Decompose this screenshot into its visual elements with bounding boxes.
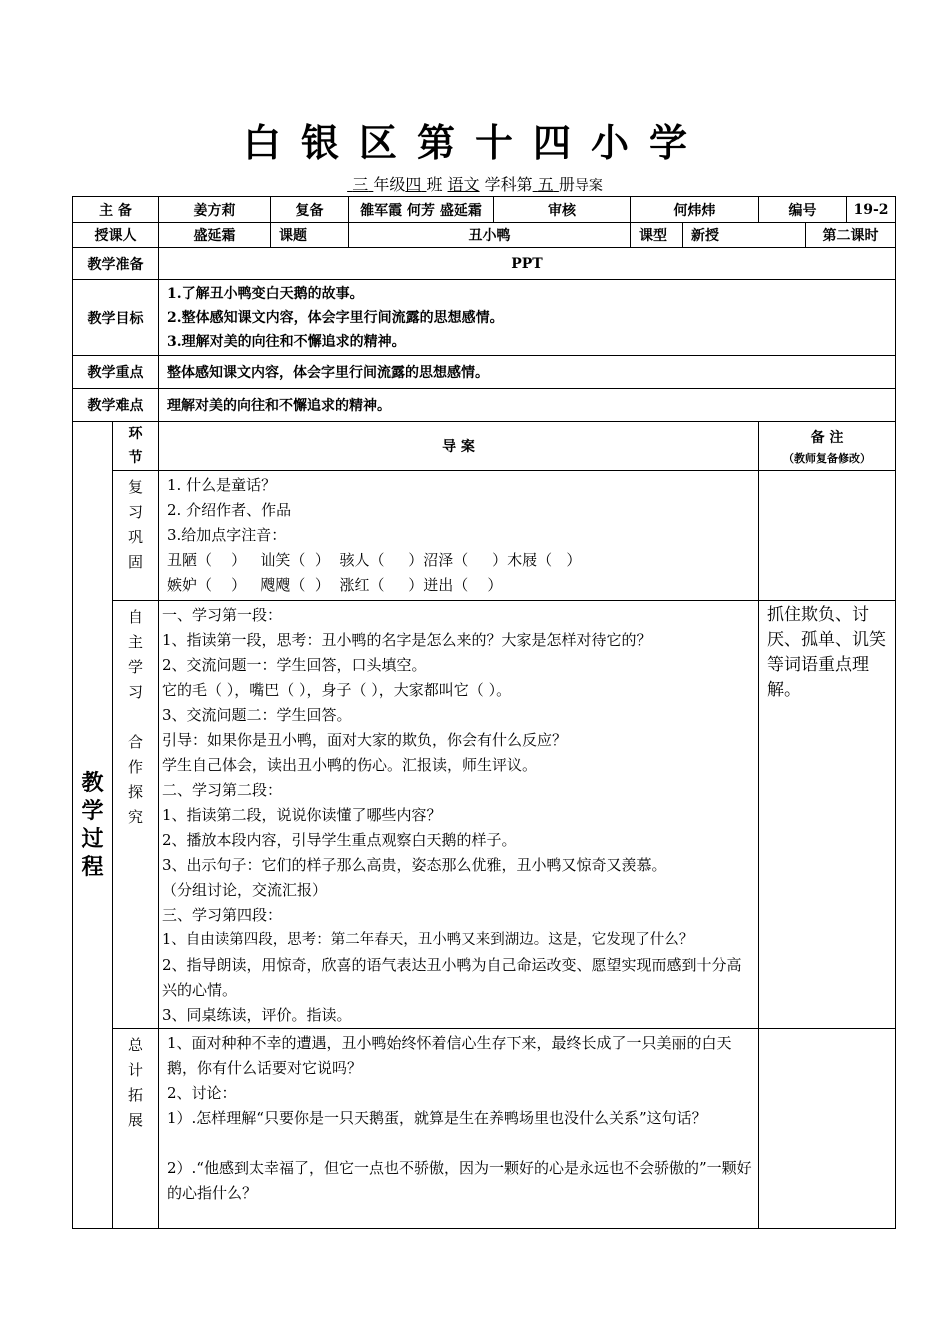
goal-item: 2.整体感知课文内容，体会字里行间流露的思想感情。 — [167, 309, 504, 326]
class-suffix: 班 — [426, 175, 443, 194]
school-title: 白银区第十四小学 — [242, 120, 707, 165]
volume-value: 五 — [537, 175, 554, 194]
process-label-char: 过 — [81, 826, 104, 852]
content-line: 一、学习第一段： — [162, 606, 283, 624]
summary-note — [759, 1029, 896, 1229]
content-line: 3.给加点字注音： — [167, 526, 287, 544]
goals-list — [159, 280, 896, 356]
content-line: （分组讨论，交流汇报） — [162, 881, 328, 899]
subject-value: 语文 — [447, 175, 480, 194]
review-note — [759, 471, 896, 601]
content-line: 2、讨论： — [167, 1084, 237, 1102]
content-line: 学生自己体会，读出丑小鸭的伤心。汇报读，师生评议。 — [162, 756, 538, 774]
content-line: 三、学习第四段： — [162, 906, 283, 924]
review-content — [159, 471, 759, 601]
period-value: 第二课时 — [806, 223, 896, 248]
process-label-char: 程 — [81, 854, 104, 880]
content-line: 嫉妒（ ） 飕飕（ ） 涨红（ ）迸出（ ） — [167, 576, 503, 594]
grade-suffix: 年级 — [373, 175, 406, 194]
content-line: 3、出示句子：它们的样子那么高贵，姿态那么优雅，丑小鸭又惊奇又羡慕。 — [162, 856, 667, 874]
process-label-char: 教 — [81, 770, 104, 796]
process-label-char: 学 — [81, 798, 104, 824]
prep-label: 教学准备 — [73, 248, 159, 280]
explore-note: 抓住欺负、讨厌、孤单、讥笑等词语重点理解。 — [759, 601, 896, 1029]
goal-item: 1.了解丑小鸭变白天鹅的故事。 — [167, 285, 364, 302]
content-line: 丑陋（ ） 讪笑（ ） 骇人（ ）沼泽（ ）木屐（ ） — [167, 551, 582, 569]
key-point-value: 整体感知课文内容，体会字里行间流露的思想感情。 — [159, 356, 896, 389]
grade-value: 三 — [352, 175, 369, 194]
content-line: 1、指读第二段，说说你读懂了哪些内容？ — [162, 806, 442, 824]
content-line — [167, 1131, 752, 1156]
content-line: 1、面对种种不幸的遭遇，丑小鸭始终怀着信心生存下来，最终长成了一只美丽的白天鹅，你有什么话要对它说吗？ — [167, 1034, 732, 1077]
content-line: 引导：如果你是丑小鸭，面对大家的欺负，你会有什么反应？ — [162, 731, 568, 749]
topic-value: 丑小鸭 — [349, 223, 631, 248]
topic-label: 课题 — [271, 223, 349, 248]
audit-label: 审核 — [494, 197, 631, 223]
guide-column-header: 导 案 — [159, 422, 759, 471]
code-label: 编号 — [759, 197, 847, 223]
stage-explore: 自 主 学 习 合 作 探 究 — [113, 601, 159, 1029]
prep-value: PPT — [159, 248, 896, 280]
process-label — [73, 422, 113, 1229]
stage-summary: 总 计 拓 展 — [113, 1029, 159, 1229]
reviewers-value: 雒军霞 何芳 盛延霜 — [349, 197, 494, 223]
content-line: 2、播放本段内容，引导学生重点观察白天鹅的样子。 — [162, 831, 517, 849]
doc-type: 导案 — [574, 178, 603, 194]
content-line: 2、交流问题一：学生回答，口头填空。 — [162, 656, 427, 674]
teacher-label: 授课人 — [73, 223, 159, 248]
content-line: 2）.“他感到太幸福了，但它一点也不骄傲，因为一颗好的心是永远也不会骄傲的”一颗好的心指什么？ — [167, 1159, 752, 1202]
difficulty-label: 教学难点 — [73, 389, 159, 422]
code-value: 19-2 — [847, 197, 896, 223]
subtitle — [0, 172, 950, 195]
content-line: 1）.怎样理解“只要你是一只天鹅蛋，就算是生在养鸭场里也没什么关系”这句话？ — [167, 1109, 707, 1127]
difficulty-value: 理解对美的向往和不懈追求的精神。 — [159, 389, 896, 422]
teacher-value: 盛延霜 — [159, 223, 271, 248]
stage-column-header: 环 节 — [113, 422, 159, 471]
volume-suffix: 册 — [558, 175, 575, 194]
goal-item: 3.理解对美的向往和不懈追求的精神。 — [167, 333, 406, 350]
content-line: 2. 介绍作者、作品 — [167, 501, 292, 519]
class-value: 四 — [405, 175, 422, 194]
goals-label: 教学目标 — [73, 280, 159, 356]
subject-suffix: 学科第 — [484, 175, 533, 194]
lesson-plan-table — [72, 196, 896, 1229]
explore-content — [159, 601, 759, 1029]
note-column-header: 备 注 （教师复备修改） — [759, 422, 896, 471]
summary-content — [159, 1029, 759, 1229]
content-line: 3、同桌练读，评价。指读。 — [162, 1006, 352, 1024]
key-point-label: 教学重点 — [73, 356, 159, 389]
content-line: 1. 什么是童话？ — [167, 476, 277, 494]
lesson-type-value: 新授 — [683, 223, 806, 248]
content-line: 3、交流问题二：学生回答。 — [162, 706, 352, 724]
auditor-value: 何炜炜 — [631, 197, 759, 223]
content-line: 2、指导朗读，用惊奇，欣喜的语气表达丑小鸭为自己命运改变、愿望实现而感到十分高兴的心情。 — [162, 956, 742, 999]
stage-review: 复 习 巩 固 — [113, 471, 159, 601]
content-line: 它的毛（ ），嘴巴（ ），身子（ ），大家都叫它（ ）。 — [162, 681, 512, 699]
lesson-type-label: 课型 — [631, 223, 683, 248]
main-prep-value: 姜方莉 — [159, 197, 271, 223]
content-line: 1、指读第一段，思考：丑小鸭的名字是怎么来的？大家是怎样对待它的？ — [162, 631, 652, 649]
content-line: 二、学习第二段： — [162, 781, 283, 799]
review-label: 复备 — [271, 197, 349, 223]
main-prep-label: 主 备 — [73, 197, 159, 223]
content-line: 1、自由读第四段，思考：第二年春天，丑小鸭又来到湖边。这是，它发现了什么？ — [162, 932, 694, 948]
